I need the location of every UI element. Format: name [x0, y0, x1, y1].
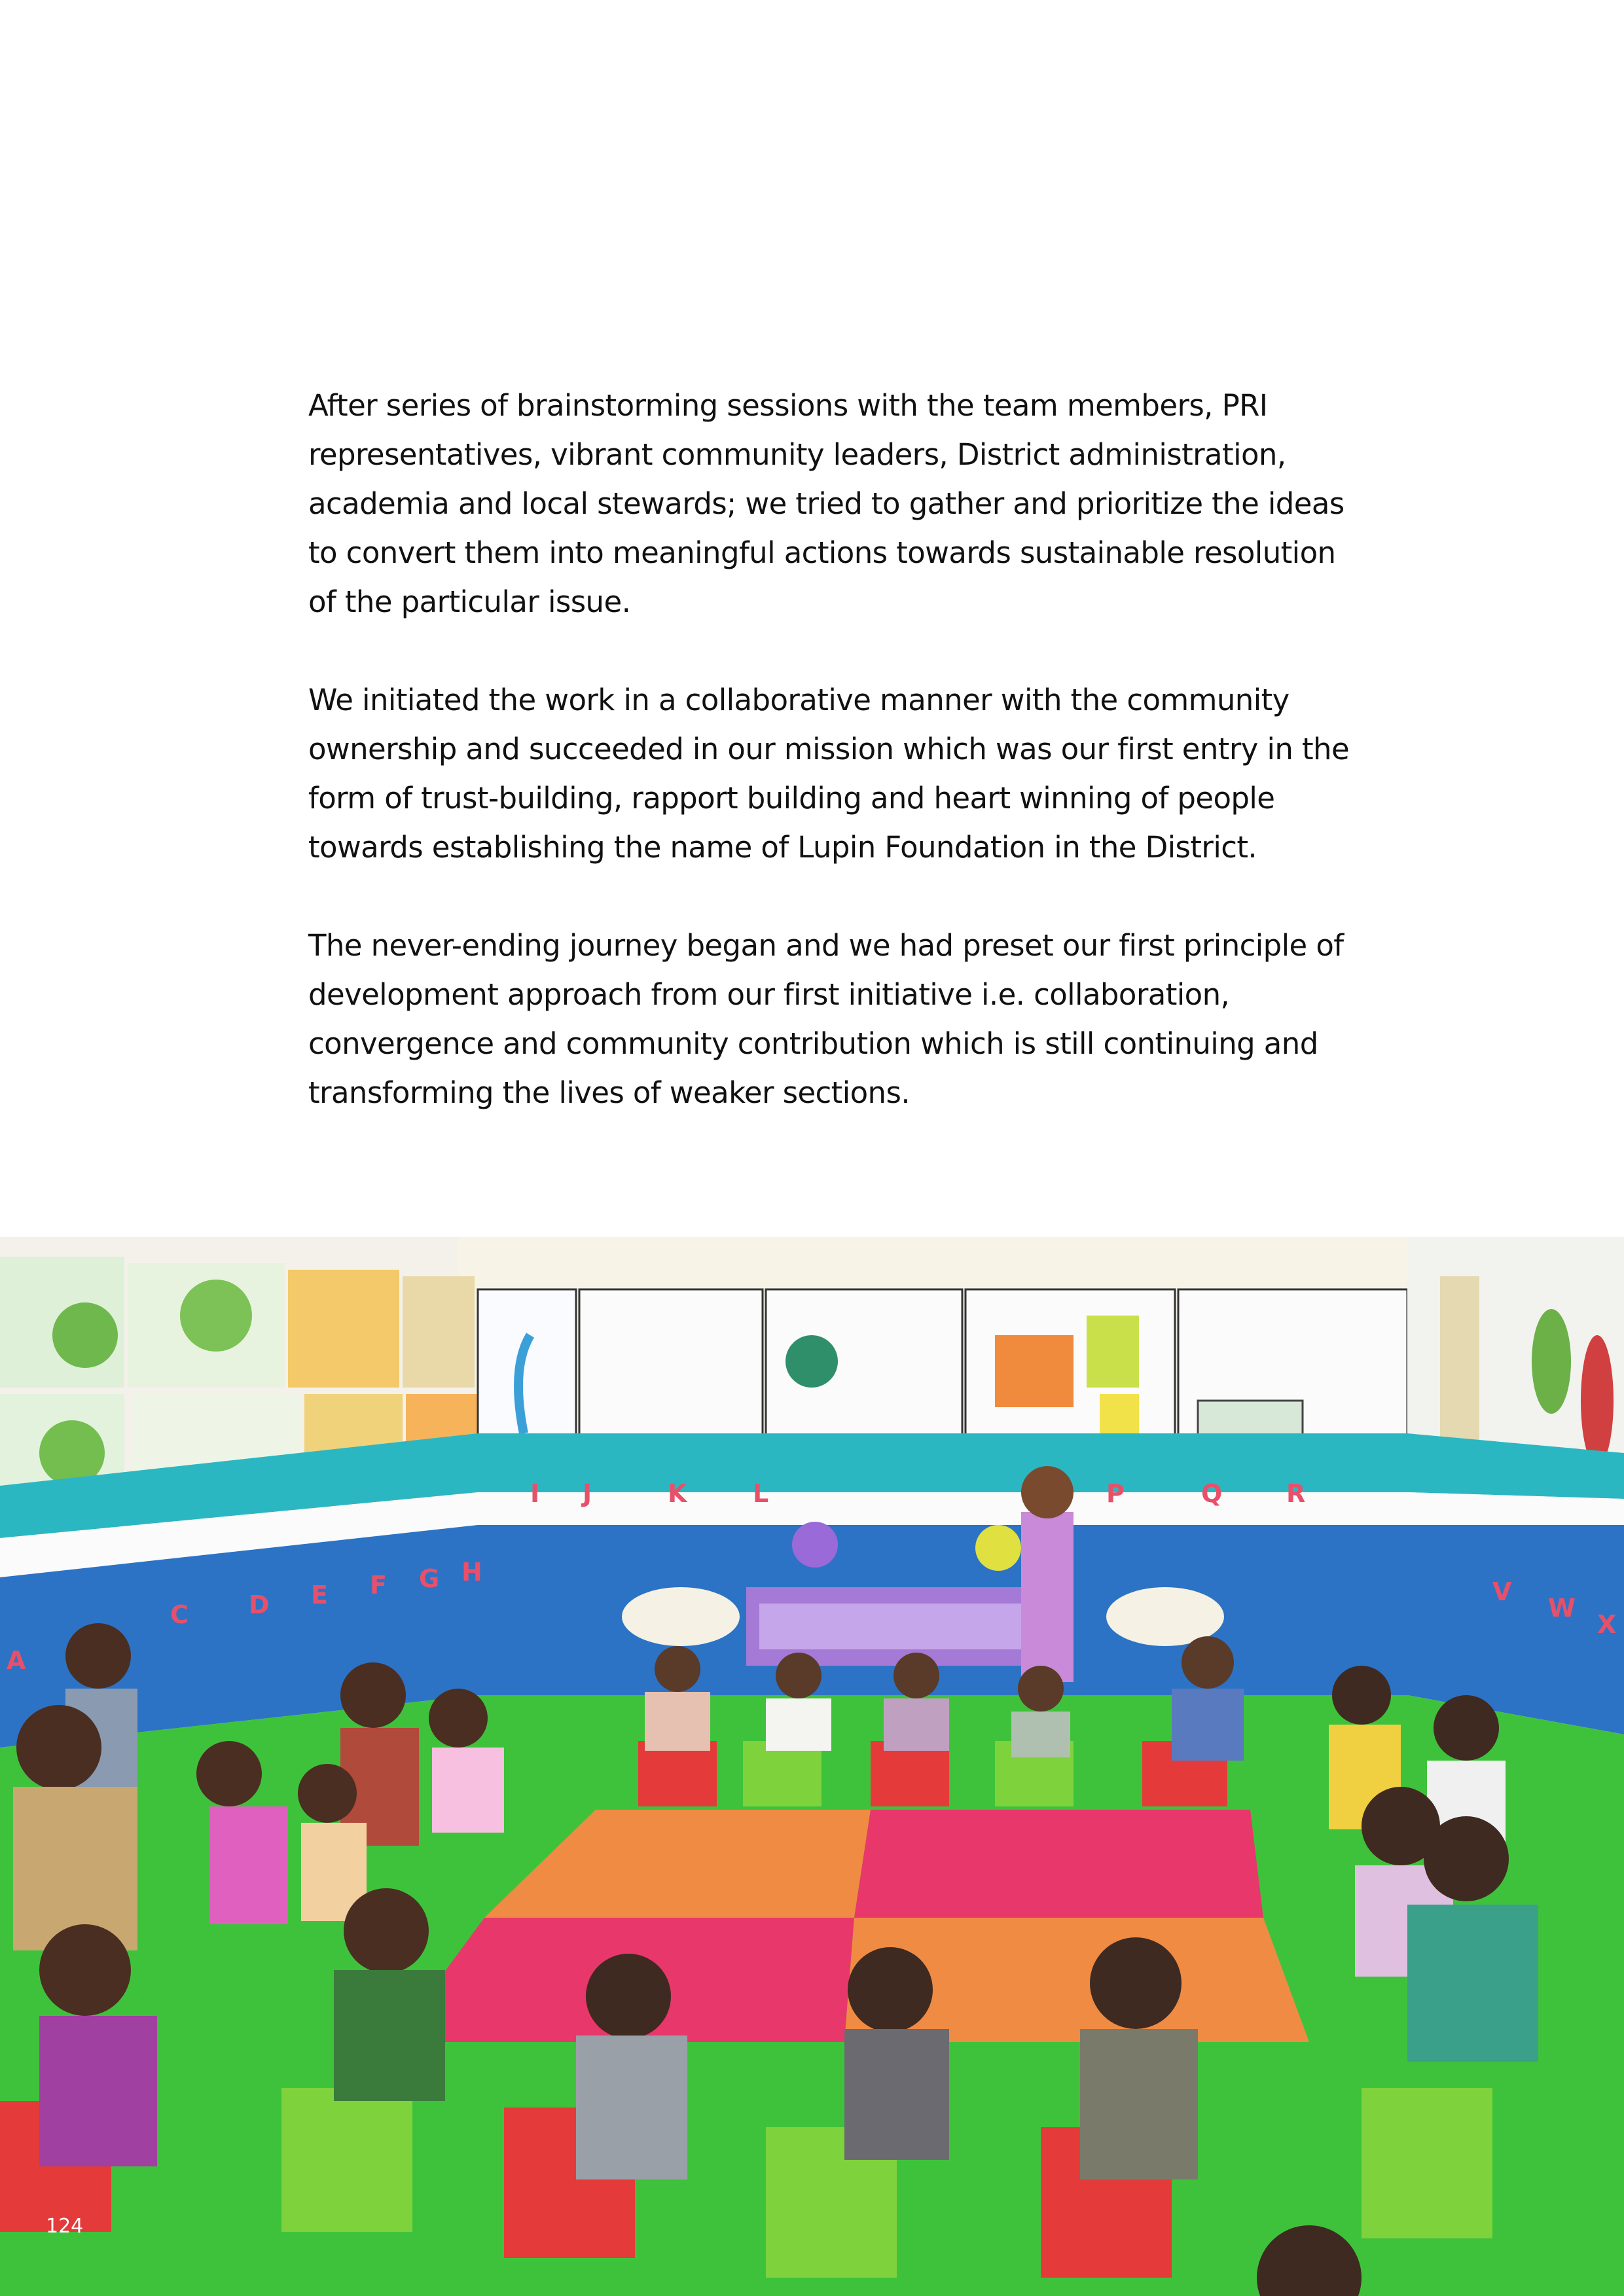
wall-letter-center: P — [1106, 1479, 1125, 1508]
wall-letter-center: R — [1286, 1479, 1306, 1508]
wall-letter-center: I — [530, 1479, 540, 1508]
wall-letter-right: V — [1492, 1577, 1512, 1606]
wall-letter-left: D — [249, 1590, 270, 1619]
paragraph-1: After series of brainstorming sessions with the team members, PRI representatives, vibrant community leaders, District administration, academia and local stewards; we tried to gather and prioritize the ideas to convert them into meaningful actions towards sustainable resolution of the particular issue. — [308, 388, 1344, 619]
wall-charts-center — [478, 1289, 1407, 1446]
wall-letter-center: J — [583, 1479, 592, 1508]
wall-letter-center: K — [668, 1479, 687, 1508]
body-text — [308, 381, 1356, 1166]
wall-letter-right: W — [1548, 1594, 1576, 1623]
wall-letter-left: F — [370, 1571, 387, 1600]
wall-letter-left: A — [7, 1646, 26, 1675]
wall-letter-left: H — [461, 1558, 482, 1587]
wall-letter-left: E — [311, 1581, 328, 1609]
wall-letter-left: C — [170, 1600, 189, 1629]
paragraph-2: We initiated the work in a collaborative manner with the community ownership and succeeded in our mission which was our first entry in the form of trust-building, rapport building and heart winning of people towards establishing the name of Lupin Foundation in the District. — [308, 683, 1350, 865]
page-number: 124 — [46, 2215, 84, 2238]
classroom-photo — [0, 1237, 1624, 2296]
wall-letter-center: L — [753, 1479, 769, 1508]
wall-letter-left: G — [419, 1564, 440, 1593]
paragraph-3: The never-ending journey began and we had preset our first principle of development approach from our first initiative i.e. collaboration, convergence and community contribution which is still continuing and transforming the lives of weaker sections. — [308, 928, 1344, 1110]
wall-letter-right: X — [1597, 1610, 1617, 1639]
wall-letter-center: Q — [1201, 1479, 1223, 1508]
